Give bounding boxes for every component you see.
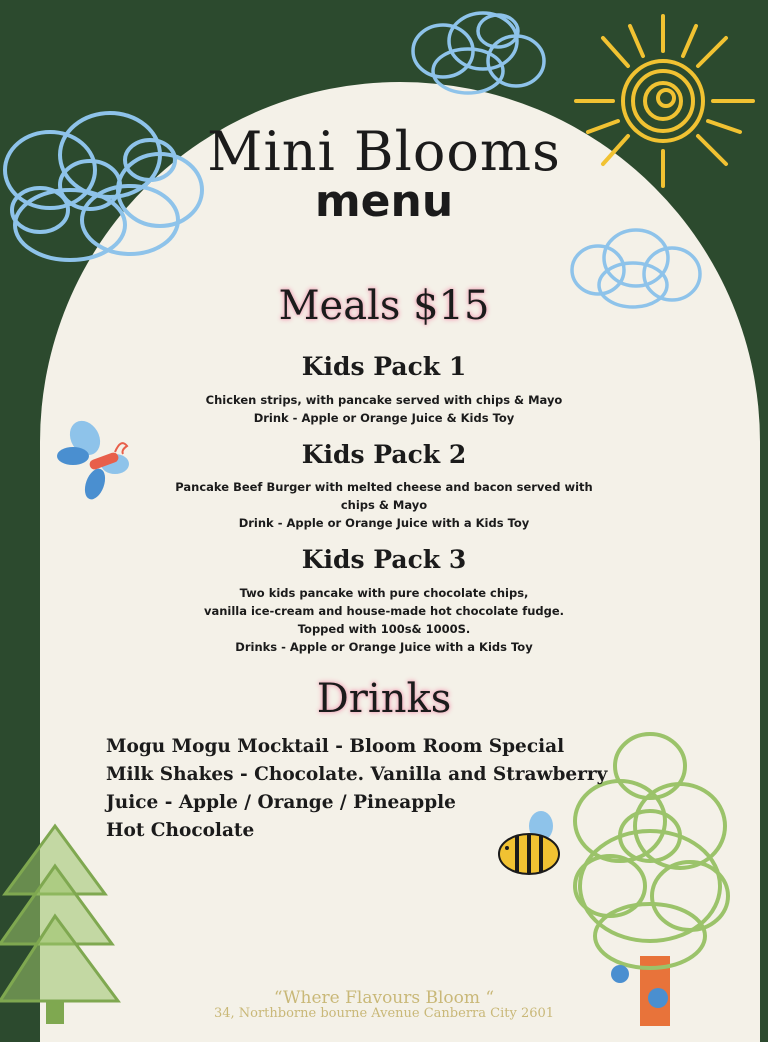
pack-3-line: vanilla ice-cream and house-made hot chocolate fudge.	[203, 604, 565, 618]
pack-2-line: Pancake Beef Burger with melted cheese and bacon served with	[175, 480, 593, 494]
drinks-list	[106, 733, 607, 845]
footer-address: 34, Northborne bourne Avenue Canberra City 2601	[213, 1006, 555, 1021]
pack-1-title: Kids Pack 1	[301, 352, 467, 381]
pack-1-line: Chicken strips, with pancake served with chips & Mayo	[205, 393, 563, 407]
drink-item: Milk Shakes - Chocolate. Vanilla and Strawberry	[106, 764, 608, 785]
pack-1-line: Drink - Apple or Orange Juice & Kids Toy	[253, 411, 515, 425]
drink-item: Mogu Mogu Mocktail - Bloom Room Special	[106, 736, 565, 757]
pack-3-title: Kids Pack 3	[301, 545, 467, 574]
footer-tagline: “Where Flavours Bloom “	[273, 988, 495, 1008]
meals-heading: Meals $15	[278, 283, 490, 329]
drink-item: Hot Chocolate	[106, 820, 255, 841]
drinks-heading: Drinks	[316, 676, 452, 722]
drink-item: Juice - Apple / Orange / Pineapple	[106, 792, 456, 813]
menu-title: Mini Blooms	[207, 120, 561, 183]
pack-2-description	[0, 478, 768, 532]
pack-2-title: Kids Pack 2	[301, 440, 467, 469]
pack-3-description	[0, 584, 768, 656]
pack-2-line: chips & Mayo	[340, 498, 428, 512]
pack-1-description	[0, 391, 768, 427]
pack-2-line: Drink - Apple or Orange Juice with a Kids Toy	[238, 516, 530, 530]
pack-3-line: Topped with 100s& 1000S.	[297, 622, 471, 636]
menu-subtitle: menu	[314, 176, 454, 227]
pack-3-line: Two kids pancake with pure chocolate chips,	[239, 586, 529, 600]
cloud-icon	[408, 6, 548, 101]
pack-3-line: Drinks - Apple or Orange Juice with a Kids Toy	[235, 640, 533, 654]
